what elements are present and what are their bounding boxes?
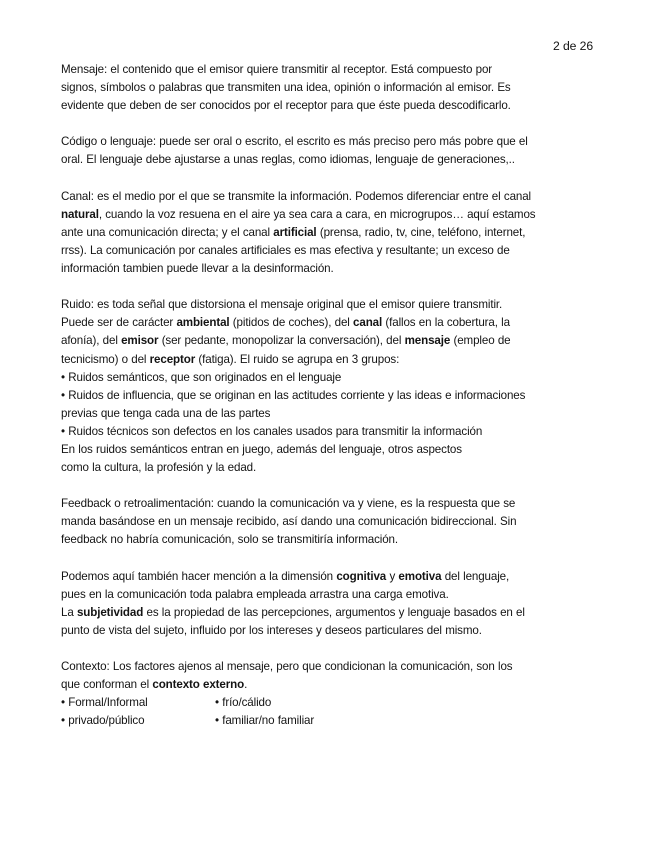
bullet-row [61,712,601,730]
paragraph-codigo [61,133,601,169]
text-line: feedback no habría comunicación, solo se transmitiría información. [61,533,398,547]
text-run: (empleo de [450,334,511,348]
text-run: que conforman el [61,678,153,692]
bold-term: canal [353,316,383,330]
text-run: del lenguaje, [441,569,510,583]
document-body [61,61,601,730]
text-line [61,351,601,369]
text-run: Puede ser de carácter [61,316,177,330]
text-run: es la propiedad de las percepciones, argumentos y lenguaje basados en el [143,605,525,619]
text-line [61,676,601,694]
text-line [61,224,601,242]
text-run: tecnicismo) o del [61,352,150,366]
text-line: manda basándose en un mensaje recibido, así dando una comunicación bidireccional. Sin [61,515,517,529]
text-line: Contexto: Los factores ajenos al mensaje, pero que condicionan la comunicación, son los [61,660,513,674]
page-number: 2 de 26 [553,39,593,53]
bold-term: mensaje [404,334,451,348]
text-line: como la cultura, la profesión y la edad. [61,461,257,475]
text-line: rrss). La comunicación por canales artificiales es mas efectiva y resultante; un exceso de [61,243,510,257]
text-run: Podemos aquí también hacer mención a la dimensión [61,569,337,583]
text-line [61,568,601,586]
text-run: (fallos en la cobertura, la [382,316,510,330]
bullet-item: • Formal/Informal [61,696,148,710]
text-line [61,332,601,350]
text-run: y [386,569,399,583]
bold-term: emotiva [398,569,442,583]
text-line: previas que tenga cada una de las partes [61,406,271,420]
text-line [61,314,601,332]
bullet-item: • privado/público [61,714,145,728]
bullet-item: • Ruidos semánticos, que son originados en el lenguaje [61,370,342,384]
bold-term: artificial [273,225,317,239]
text-run: , cuando la voz resuena en el aire ya sea cara a cara, en microgrupos… aquí estamos [98,207,536,221]
text-run: (fatiga). El ruido se agrupa en 3 grupos: [195,352,400,366]
text-line: Código o lenguaje: puede ser oral o escrito, el escrito es más preciso pero más pobre que el [61,135,528,149]
bold-term: subjetividad [76,605,144,619]
text-run: . [244,678,248,692]
text-line: Canal: es el medio por el que se transmite la información. Podemos diferenciar entre el canal [61,189,532,203]
text-line: oral. El lenguaje debe ajustarse a unas reglas, como idiomas, lenguaje de generaciones,.. [61,153,515,167]
text-run: (ser pedante, monopolizar la conversación), del [158,334,405,348]
bullet-item: • frío/cálido [215,696,272,710]
paragraph-feedback [61,495,601,549]
paragraph-canal [61,188,601,278]
text-line: información tambien puede llevar a la desinformación. [61,262,334,276]
text-line: signos, símbolos o palabras que transmiten una idea, opinión o información al emisor. Es [61,81,511,95]
text-line: En los ruidos semánticos entran en juego, además del lenguaje, otros aspectos [61,442,462,456]
text-line: punto de vista del sujeto, influido por los intereses y deseos particulares del mismo. [61,623,482,637]
bold-term: emisor [121,334,159,348]
text-line [61,604,601,622]
bullet-item: • Ruidos de influencia, que se originan en las actitudes corriente y las ideas e informaciones [61,388,526,402]
bold-term: ambiental [176,316,230,330]
text-line: evidente que deben de ser conocidos por el receptor para que éste pueda descodificarlo. [61,99,511,113]
text-line: Feedback o retroalimentación: cuando la comunicación va y viene, es la respuesta que se [61,497,516,511]
bullet-row [61,694,601,712]
text-run: (pitidos de coches), del [229,316,354,330]
paragraph-ruido [61,296,601,477]
text-line [61,206,601,224]
text-line: pues en la comunicación toda palabra empleada arrastra una carga emotiva. [61,587,449,601]
bold-term: contexto externo [152,678,245,692]
bold-term: natural [61,207,99,221]
bullet-item: • Ruidos técnicos son defectos en los canales usados para transmitir la información [61,424,483,438]
text-run: ante una comunicación directa; y el canal [61,225,274,239]
text-run: La [61,605,77,619]
bullet-item: • familiar/no familiar [215,714,315,728]
paragraph-contexto [61,658,601,730]
text-run: afonía), del [61,334,122,348]
bold-term: cognitiva [336,569,387,583]
text-line: Mensaje: el contenido que el emisor quiere transmitir al receptor. Está compuesto por [61,63,493,76]
text-run: (prensa, radio, tv, cine, teléfono, internet, [316,225,526,239]
paragraph-dimension [61,568,601,640]
text-line: Ruido: es toda señal que distorsiona el mensaje original que el emisor quiere transmitir. [61,298,503,312]
paragraph-mensaje [61,61,601,115]
bold-term: receptor [149,352,196,366]
